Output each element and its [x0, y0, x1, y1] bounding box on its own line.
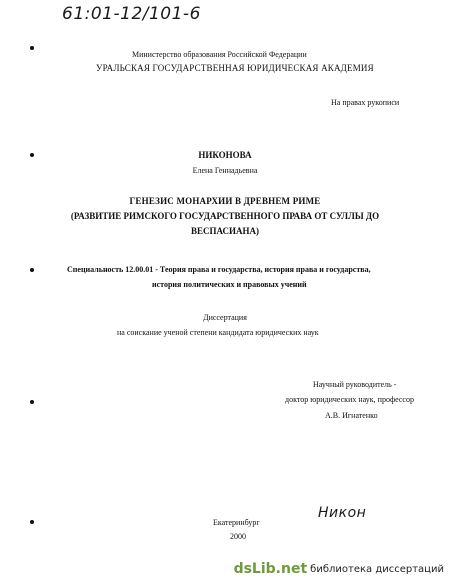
author-signature: Никон — [318, 505, 367, 521]
supervisor-name: А.В. Игнатенко — [325, 411, 378, 420]
watermark-text: библиотека диссертаций — [310, 563, 444, 575]
title-line-2: (РАЗВИТИЕ РИМСКОГО ГОСУДАРСТВЕННОГО ПРАВА ОТ СУЛЛЫ ДО — [70, 211, 380, 221]
degree-purpose: на соискание ученой степени кандидата юридических наук — [117, 328, 319, 337]
ministry-name: Министерство образования Российской Федерации — [132, 50, 307, 59]
title-line-1: ГЕНЕЗИС МОНАРХИИ В ДРЕВНЕМ РИМЕ — [129, 196, 321, 206]
watermark — [234, 558, 444, 580]
specialty-line-1: Специальность 12.00.01 - Теория права и государства, история права и государства, — [67, 265, 371, 274]
document-type: Диссертация — [203, 313, 247, 322]
supervisor-degree: доктор юридических наук, профессор — [285, 395, 414, 404]
manuscript-rights-note: На правах рукописи — [331, 98, 400, 107]
supervisor-role: Научный руководитель - — [313, 380, 397, 389]
city: Екатеринбург — [213, 518, 260, 527]
binder-hole-mark — [30, 400, 34, 404]
binder-hole-mark — [30, 268, 34, 272]
author-surname: НИКОНОВА — [198, 150, 252, 160]
archive-code: 61:01-12/101-6 — [62, 4, 201, 24]
author-given-names: Елена Геннадьевна — [192, 166, 258, 175]
watermark-logo: dsLib.net — [233, 561, 308, 577]
title-line-3: ВЕСПАСИАНА) — [190, 226, 260, 236]
specialty-line-2: история политических и правовых учений — [152, 280, 307, 289]
academy-name: УРАЛЬСКАЯ ГОСУДАРСТВЕННАЯ ЮРИДИЧЕСКАЯ АКАДЕМИЯ — [96, 63, 374, 73]
binder-hole-mark — [30, 520, 34, 524]
year: 2000 — [230, 532, 246, 541]
binder-hole-mark — [30, 46, 34, 50]
